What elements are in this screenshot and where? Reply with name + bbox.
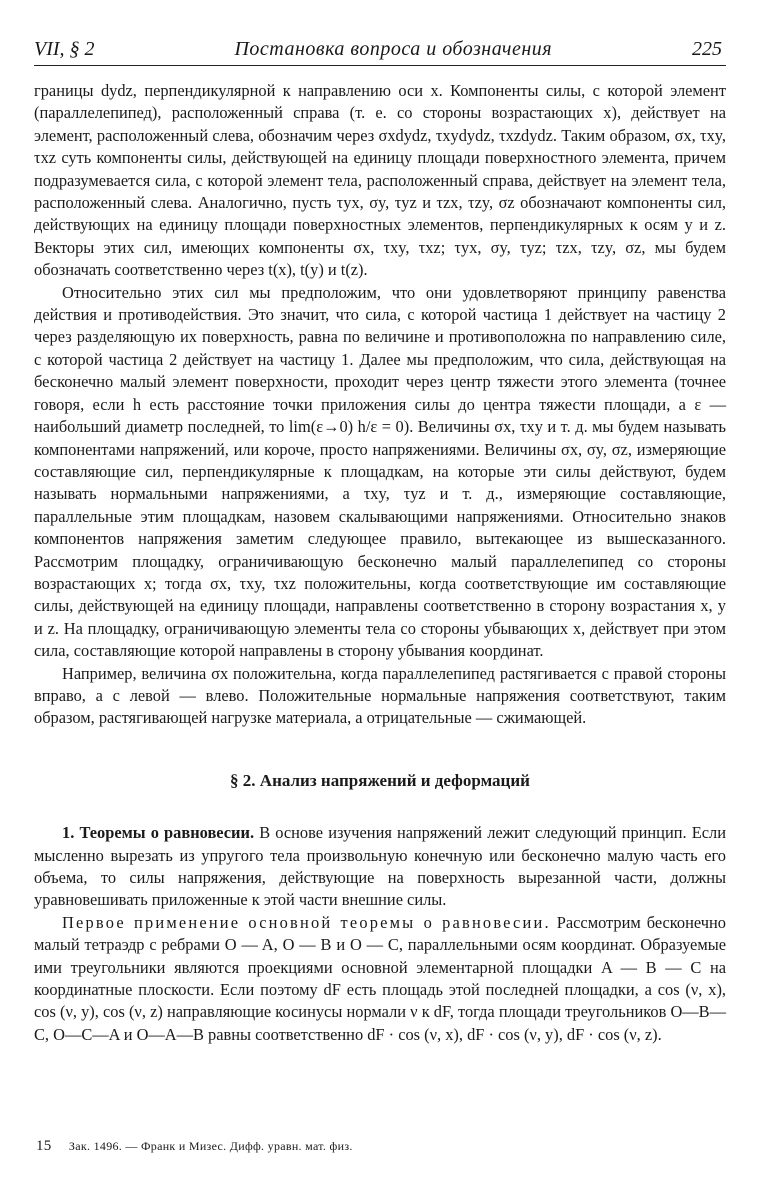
signature-number: 15 [36,1138,52,1154]
paragraph-2: Относительно этих сил мы предположим, что они удовлетворяют принципу равенства действия и противодействия. Это значит, что сила, с которой частица 1 действует на частицу 2 через разделяющую их поверхность, равна по величине и противоположна по направлению силе, с которой частица 2 действует на частицу 1. Далее мы предположим, что сила, действующая на бесконечно малый элемент поверхности, проходит через центр тяжести этого элемента (точнее говоря, если h есть расстояние точки приложения силы до центра тяжести площади, а ε — наибольший диаметр последней, то lim(ε→0) h/ε = 0). Величины σx, τxy и т. д. мы будем называть компонентами напряжений, или короче, просто напряжениями. Величины σx, σy, σz, измеряющие составляющие сил, перпендикулярные к площадкам, на которые эти силы действуют, будем называть нормальными напряжениями, а τxy, τyz и т. д., измеряющие составляющие, параллельные этим площадкам, назовем скалывающими напряжениями. Относительно знаков компонентов напряжения заметим следующее правило, вытекающее из вышесказанного. Рассмотрим площадку, ограничивающую бесконечно малый параллелепипед со стороны возрастающих x; тогда σx, τxy, τxz положительны, когда соответствующие им составляющие силы, действующей на единицу площади, направлены соответственно в сторону возрастания x, y и z. На площадку, ограничивающую элементы тела со стороны убывающих x, действует при этом сила, составляющие которой направлены в сторону убывания координат. [34,282,726,661]
section-title: § 2. Анализ напряжений и деформаций [230,770,530,790]
running-title: Постановка вопроса и обозначения [234,38,553,60]
page [34,38,726,1046]
subsection-heading: 1. Теоремы о равновесии. [62,823,255,843]
page-number: 225 [691,38,722,60]
subsection-text: В основе изучения напряжений лежит следующий принцип. Если мысленно вырезать из упругого тела произвольную конечную или бесконечно малую часть его объема, то силы напряжения, действующие на поверхность вырезанной части, должны уравновешивать приложенные к этой части внешние силы. [34,823,726,910]
body-text [34,80,726,1046]
paragraph-3: Например, величина σx положительна, когда параллелепипед растягивается с правой стороны вправо, а с левой — влево. Положительные нормальные напряжения соответствуют, таким образом, растягивающей нагрузке материала, а отрицательные — сжимающей. [34,663,726,728]
running-header [34,38,726,66]
page-footer [36,1138,353,1155]
chapter-ref: VII, § 2 [34,38,95,60]
subsection-paragraph [34,822,726,912]
paragraph-last [34,912,726,1046]
printer-note: Зак. 1496. — Франк и Мизес. Дифф. уравн. мат. физ. [68,1139,353,1153]
spaced-lead: Первое применение основной теоремы о равновесии. [62,912,551,932]
paragraph-1: границы dydz, перпендикулярной к направлению оси x. Компоненты силы, с которой элемент (параллелепипед), расположенный справа (т. е. со стороны возрастающих x), действует на элемент, расположенный слева, обозначим через σxdydz, τxydydz, τxzdydz. Таким образом, σx, τxy, τxz суть компоненты силы, действующей на единицу площади поверхностного элемента, причем подразумевается сила, с которой элемент тела, расположенный справа, действует на элемент тела, расположенный слева. Аналогично, пусть τyx, σy, τyz и τzx, τzy, σz обозначают компоненты сил, действующих на единицу площади поверхностных элементов, перпендикулярных к осям y и z. Векторы этих сил, имеющих компоненты σx, τxy, τxz; τyx, σy, τyz; τzx, τzy, σz, мы будем обозначать соответственно через t(x), t(y) и t(z). [34,81,726,280]
paragraph-last-text: Рассмотрим бесконечно малый тетраэдр с ребрами O — A, O — B и O — C, параллельными осям координат. Образуемые ими треугольники являются проекциями основной элементарной площадки A — B — C на координатные плоскости. Если поэтому dF есть площадь этой последней площадки, а cos (ν, x), cos (ν, y), cos (ν, z) направляющие косинусы нормали ν к dF, тогда площади треугольников O—B—C, O—C—A и O—A—B равны соответственно dF · cos (ν, x), dF · cos (ν, y), dF · cos (ν, z). [34,912,726,1044]
